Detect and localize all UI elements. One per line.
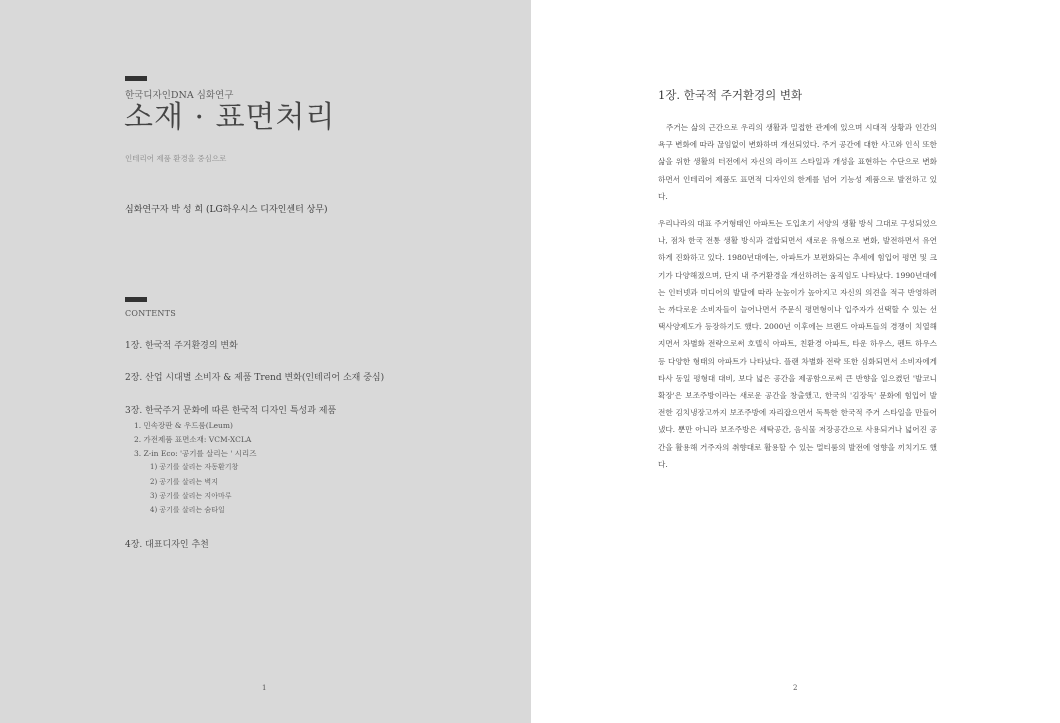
toc-subitem: 4) 공기를 살리는 숨타일 — [150, 506, 225, 514]
toc-chapter-4: 4장. 대표디자인 추천 — [125, 540, 209, 550]
body-paragraph-1: 주거는 삶의 근간으로 우리의 생활과 밀접한 관계에 있으며 시대적 상황과 인간의 욕구 변화에 따라 끊임없이 변화하며 개선되었다. 주거 공간에 대한 사고와 인식 또한 삶을 위한 생활의 터전에서 자신의 라이프 스타일과 개성을 표현하는 수단으로 변화하면서 인테리어 제품도 표면적 디자인의 한계를 넘어 기능성 제품으로 발전하고 있다. — [658, 123, 937, 201]
chapter-heading: 1장. 한국적 주거환경의 변화 — [658, 88, 803, 102]
page-number-left: 1 — [262, 684, 267, 692]
toc-subitem: 2) 공기를 살리는 벽지 — [150, 478, 218, 486]
toc-chapter-2: 2장. 산업 시대별 소비자 & 제품 Trend 변화(인테리어 소재 중심) — [125, 373, 385, 383]
toc-chapter-3: 3장. 한국주거 문화에 따른 한국적 디자인 특성과 제품 — [125, 406, 337, 416]
document-title: 소재 · 표면처리 — [124, 100, 336, 135]
right-page — [531, 0, 1060, 723]
researcher-credit: 심화연구자 박 성 희 (LG하우시스 디자인센터 상무) — [125, 205, 328, 215]
toc-item: 1. 민속장판 & 우드룸(Leum) — [134, 421, 233, 430]
toc-subitem: 1) 공기를 살리는 자동환기창 — [150, 463, 239, 471]
page-number-right: 2 — [793, 684, 798, 692]
toc-subitem: 3) 공기를 살리는 지아마루 — [150, 492, 232, 500]
series-label: 한국디자인DNA 심화연구 — [125, 90, 234, 101]
toc-item: 2. 가전제품 표면소재: VCM-XCLA — [134, 435, 252, 444]
document-subtitle: 인테리어 제품 환경을 중심으로 — [125, 154, 227, 163]
body-paragraph-2: 우리나라의 대표 주거형태인 아파트는 도입초기 서양의 생활 방식 그대로 구성되었으나, 점차 한국 전통 생활 방식과 결합되면서 새로운 유형으로 변화, 발전하면서 유연하게 진화하고 있다. 1980년대에는, 아파트가 보편화되는 추세에 힘입어 평면 및 크기가 다양해졌으며, 단지 내 주거환경을 개선하려는 움직임도 나타났다. 1990년대에는 인터넷과 미디어의 발달에 따라 눈높이가 높아지고 자신의 의견을 적극 반영하려는 까다로운 소비자들이 늘어나면서 주문식 평면형이나 입주자가 선택할 수 있는 선택사양제도가 등장하기도 했다. 2000년 이후에는 브랜드 아파트들의 경쟁이 치열해지면서 차별화 전략으로써 호텔식 아파트, 친환경 아파트, 타운 하우스, 펜트 하우스 등 다양한 형태의 아파트가 나타났다. 플랜 차별화 전략 또한 심화되면서 소비자에게 타사 동일 평형대 대비, 보다 넓은 공간을 제공함으로써 큰 반향을 일으켰던 '발코니 확장'은 보조주방이라는 새로운 공간을 창출했고, 한국의 '김장독' 문화에 힘입어 발전한 김치냉장고까지 보조주방에 자리잡으면서 독특한 한국적 주거 스타일을 만들어냈다. 뿐만 아니라 보조주방은 세탁공간, 음식물 저장공간으로 사용되거나 넓어진 공간을 활용해 거주자의 취향대로 활용할 수 있는 멀티룸의 발전에 영향을 끼치기도 했다. — [658, 219, 937, 469]
contents-label: CONTENTS — [125, 309, 177, 318]
toc-item: 3. Z-in Eco: '공기를 살리는 ' 시리즈 — [134, 449, 257, 458]
toc-chapter-1: 1장. 한국적 주거환경의 변화 — [125, 341, 238, 351]
